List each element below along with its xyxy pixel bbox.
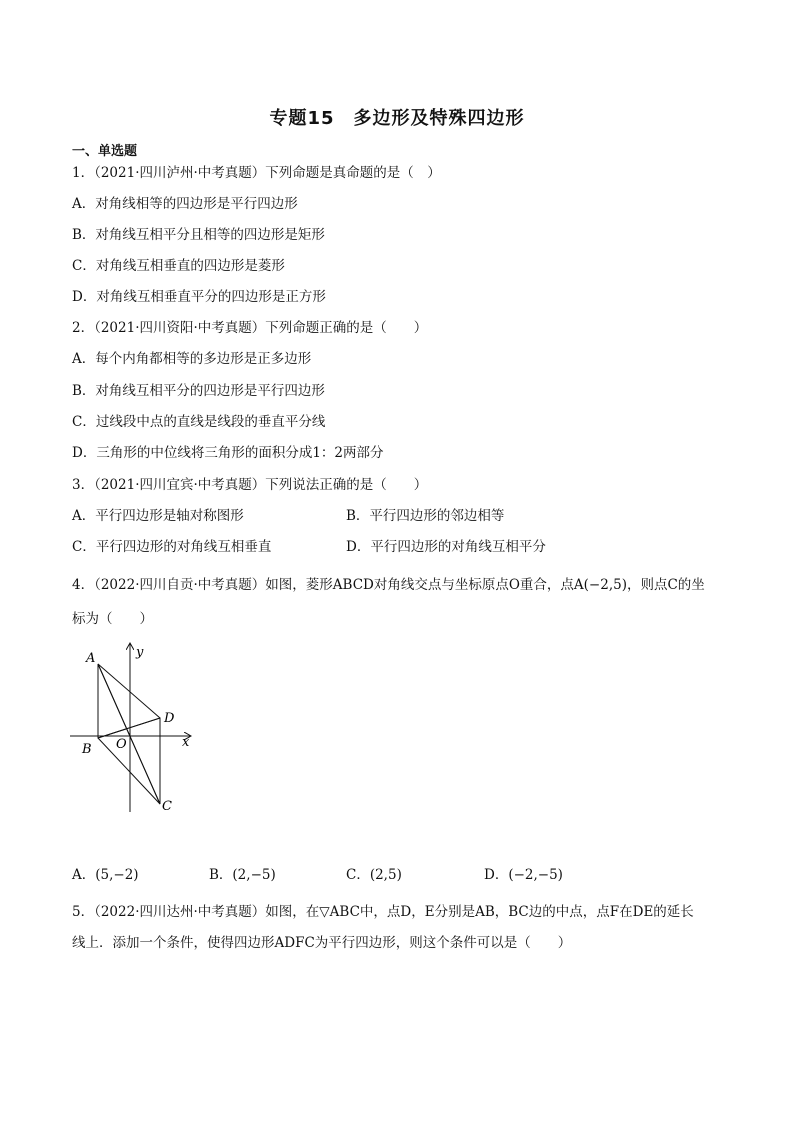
question-1-option-c[interactable]: C．对角线互相垂直的四边形是菱形 xyxy=(72,258,285,274)
label-a: A xyxy=(86,651,96,666)
question-5-stem: 5．（2022·四川达州·中考真题）如图，在▽ABC中，点D，E分别是AB，BC边的中点，点F在DE的延长 xyxy=(72,904,694,920)
label-o: O xyxy=(116,737,127,752)
question-4-option-c[interactable]: C．(2,5) xyxy=(346,867,402,883)
question-1-option-a[interactable]: A．对角线相等的四边形是平行四边形 xyxy=(72,196,298,212)
diagonal-ac xyxy=(98,664,160,804)
question-4-stem-continued: 标为（ ） xyxy=(72,611,153,627)
section-heading: 一、单选题 xyxy=(72,144,138,159)
question-4-option-d[interactable]: D．(−2,−5) xyxy=(484,867,563,883)
question-1-stem: 1．（2021·四川泸州·中考真题）下列命题是真命题的是（ ） xyxy=(72,165,441,181)
question-4-stem: 4．（2022·四川自贡·中考真题）如图，菱形ABCD对角线交点与坐标原点O重合，点A(−2,5)，则点C的坐 xyxy=(72,577,705,593)
question-2-stem: 2．（2021·四川资阳·中考真题）下列命题正确的是（ ） xyxy=(72,320,428,336)
question-3-stem: 3．（2021·四川宜宾·中考真题）下列说法正确的是（ ） xyxy=(72,477,428,493)
question-1-option-d[interactable]: D．对角线互相垂直平分的四边形是正方形 xyxy=(72,289,326,305)
question-2-option-a[interactable]: A．每个内角都相等的多边形是正多边形 xyxy=(72,351,312,367)
label-x: x xyxy=(182,735,190,750)
question-3-option-a[interactable]: A．平行四边形是轴对称图形 xyxy=(72,508,244,524)
question-2-option-b[interactable]: B．对角线互相平分的四边形是平行四边形 xyxy=(72,383,325,399)
question-2-option-c[interactable]: C．过线段中点的直线是线段的垂直平分线 xyxy=(72,414,326,430)
question-3-option-b[interactable]: B．平行四边形的邻边相等 xyxy=(346,508,505,524)
label-d: D xyxy=(164,711,175,726)
question-4-option-a[interactable]: A．(5,−2) xyxy=(72,867,139,883)
side-ad xyxy=(98,664,160,718)
page-title: 专题15 多边形及特殊四边形 xyxy=(269,108,525,129)
question-5-stem-continued: 线上．添加一个条件，使得四边形ADFC为平行四边形，则这个条件可以是（ ） xyxy=(72,935,572,951)
side-bc xyxy=(98,738,160,804)
label-c: C xyxy=(162,799,172,814)
question-4-option-b[interactable]: B．(2,−5) xyxy=(209,867,276,883)
rhombus-coordinate-figure xyxy=(70,640,210,820)
label-y: y xyxy=(136,645,144,660)
question-3-option-c[interactable]: C．平行四边形的对角线互相垂直 xyxy=(72,539,272,555)
question-1-option-b[interactable]: B．对角线互相平分且相等的四边形是矩形 xyxy=(72,227,325,243)
question-2-option-d[interactable]: D．三角形的中位线将三角形的面积分成1：2两部分 xyxy=(72,445,384,461)
label-b: B xyxy=(82,742,92,757)
question-3-option-d[interactable]: D．平行四边形的对角线互相平分 xyxy=(346,539,546,555)
